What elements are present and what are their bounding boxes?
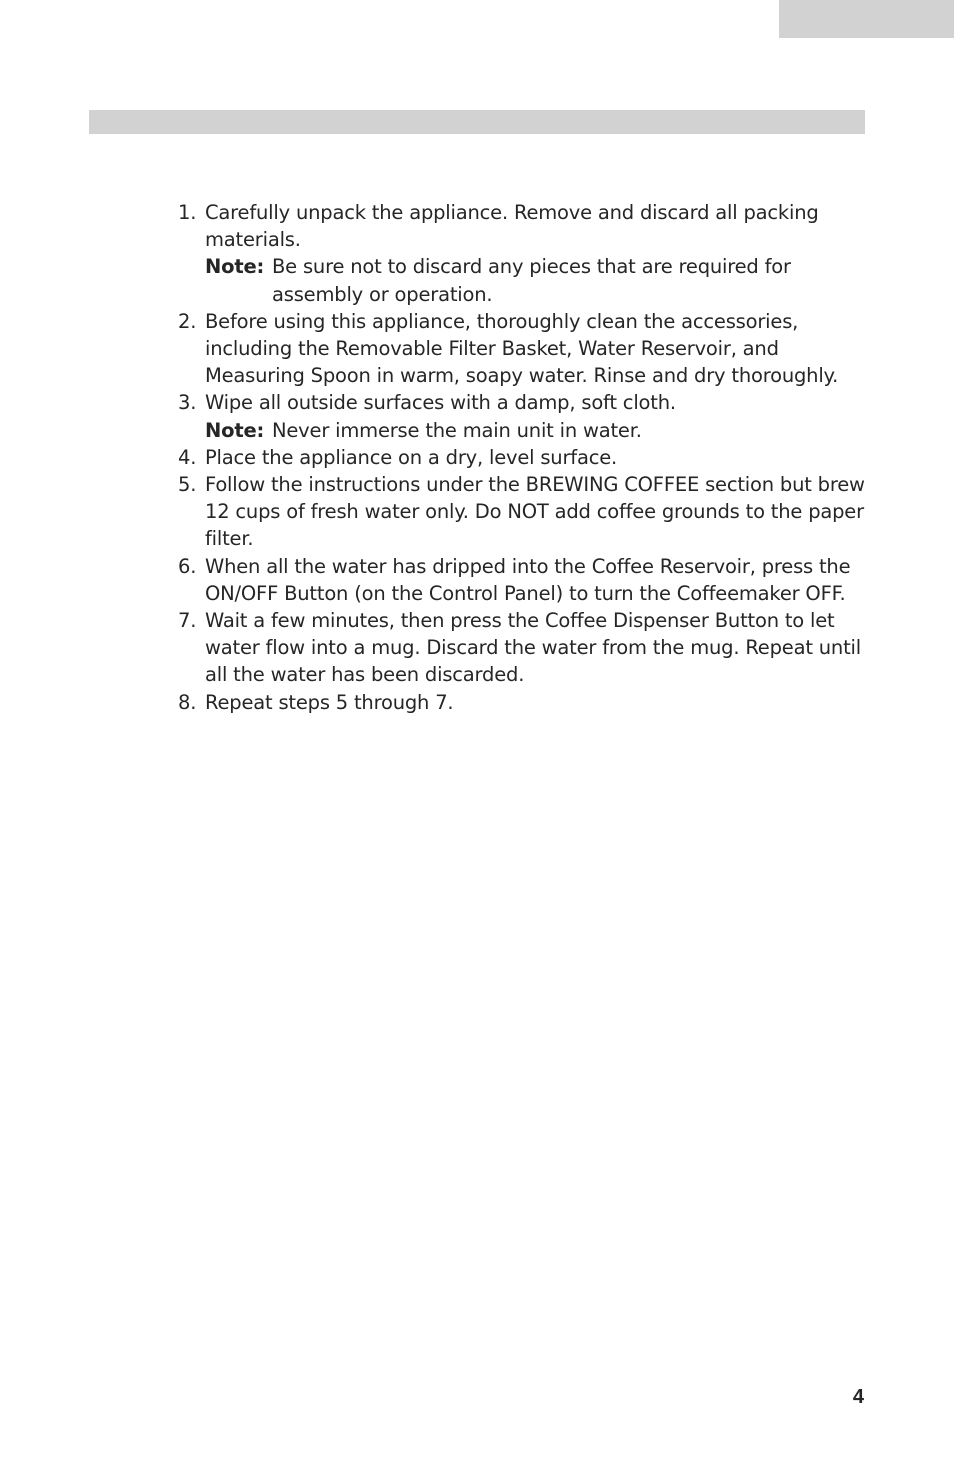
list-item bbox=[176, 308, 876, 390]
step-text: When all the water has dripped into the Coffee Reservoir, press the ON/OFF Button (on the Control Panel) to turn the Coffeemaker OFF. bbox=[205, 554, 851, 605]
page-number: 4 bbox=[852, 1386, 864, 1408]
setup-steps-list bbox=[176, 199, 876, 716]
note-text: Never immerse the main unit in water. bbox=[272, 418, 642, 442]
step-number: 8. bbox=[178, 690, 197, 714]
list-item bbox=[176, 444, 876, 471]
corner-tab bbox=[779, 0, 954, 38]
list-item bbox=[176, 471, 876, 553]
note-label: Note: bbox=[205, 418, 265, 442]
step-number: 7. bbox=[178, 609, 197, 633]
list-item bbox=[176, 199, 876, 308]
step-number: 5. bbox=[178, 473, 197, 497]
step-text: Repeat steps 5 through 7. bbox=[205, 690, 454, 714]
note-text: Be sure not to discard any pieces that are required for assembly or operation. bbox=[272, 255, 791, 306]
step-text: Wait a few minutes, then press the Coffee Dispenser Button to let water flow into a mug. Discard the water from the mug. Repeat until all the water has been discarded. bbox=[205, 609, 861, 687]
step-number: 4. bbox=[178, 445, 197, 469]
step-number: 3. bbox=[178, 391, 197, 415]
step-text: Carefully unpack the appliance. Remove and discard all packing materials. bbox=[205, 201, 819, 252]
step-note bbox=[205, 417, 876, 444]
step-text: Before using this appliance, thoroughly clean the accessories, including the Removable Filter Basket, Water Reservoir, and Measuring Spoon in warm, soapy water. Rinse and dry thoroughly. bbox=[205, 309, 839, 388]
step-number: 6. bbox=[178, 554, 197, 578]
step-number: 1. bbox=[178, 201, 197, 224]
list-item bbox=[176, 607, 876, 689]
step-text: Follow the instructions under the BREWING COFFEE section but brew 12 cups of fresh water only. Do NOT add coffee grounds to the paper filter. bbox=[205, 473, 865, 551]
list-item bbox=[176, 553, 876, 607]
list-item bbox=[176, 389, 876, 443]
note-label: Note: bbox=[205, 255, 265, 279]
section-header-bar bbox=[89, 110, 865, 134]
step-number: 2. bbox=[178, 309, 197, 333]
step-text: Place the appliance on a dry, level surface. bbox=[205, 445, 618, 469]
list-item bbox=[176, 689, 876, 716]
step-note bbox=[205, 253, 876, 307]
step-text: Wipe all outside surfaces with a damp, soft cloth. bbox=[205, 391, 676, 415]
